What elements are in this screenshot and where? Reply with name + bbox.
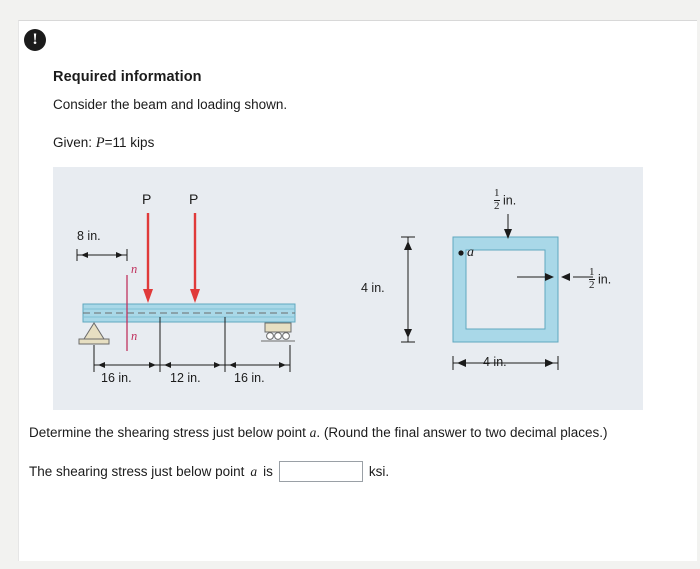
page-title: Required information xyxy=(53,69,202,85)
section-label-n-bottom: n xyxy=(131,329,138,343)
answer-point: a xyxy=(250,463,258,479)
given-line xyxy=(53,135,154,152)
exclamation-icon: ! xyxy=(24,29,46,51)
answer-unit: ksi. xyxy=(368,464,390,479)
question-prompt-after: . (Round the final answer to two decimal places.) xyxy=(316,425,608,440)
answer-label-before: The shearing stress just below point xyxy=(29,464,245,479)
figure-panel xyxy=(53,167,643,410)
top-thickness-label xyxy=(494,189,516,213)
side-thickness-unit: in. xyxy=(597,272,612,287)
worksheet-page xyxy=(18,20,697,561)
given-equals: = xyxy=(104,135,113,150)
problem-statement: Consider the beam and loading shown. xyxy=(53,97,288,112)
question-prompt xyxy=(29,425,608,441)
beam-dim-1: 16 in. xyxy=(101,371,132,385)
beam-dim-3: 16 in. xyxy=(234,371,265,385)
overhang-dim-label: 8 in. xyxy=(77,229,101,243)
side-thickness-label xyxy=(589,268,611,292)
top-thickness-unit: in. xyxy=(502,193,517,208)
beam-dim-2: 12 in. xyxy=(170,371,201,385)
answer-label-is: is xyxy=(263,464,273,479)
given-symbol: P xyxy=(95,135,105,151)
load-label-p1: P xyxy=(142,191,152,207)
load-label-p2: P xyxy=(189,191,199,207)
given-prefix: Given: xyxy=(53,135,93,150)
given-value: 11 kips xyxy=(112,135,155,150)
top-thickness-fraction: $\frac{1}{2}$ xyxy=(494,187,500,212)
answer-row xyxy=(29,461,389,482)
side-thickness-fraction: $\frac{1}{2}$ xyxy=(589,266,595,291)
question-point: a xyxy=(309,425,317,440)
answer-input[interactable] xyxy=(279,461,363,482)
section-width-label: 4 in. xyxy=(483,355,507,369)
section-height-label: 4 in. xyxy=(361,281,385,295)
point-a-label: a xyxy=(467,245,474,260)
question-prompt-before: Determine the shearing stress just below point xyxy=(29,425,306,440)
section-label-n-top: n xyxy=(131,262,138,276)
